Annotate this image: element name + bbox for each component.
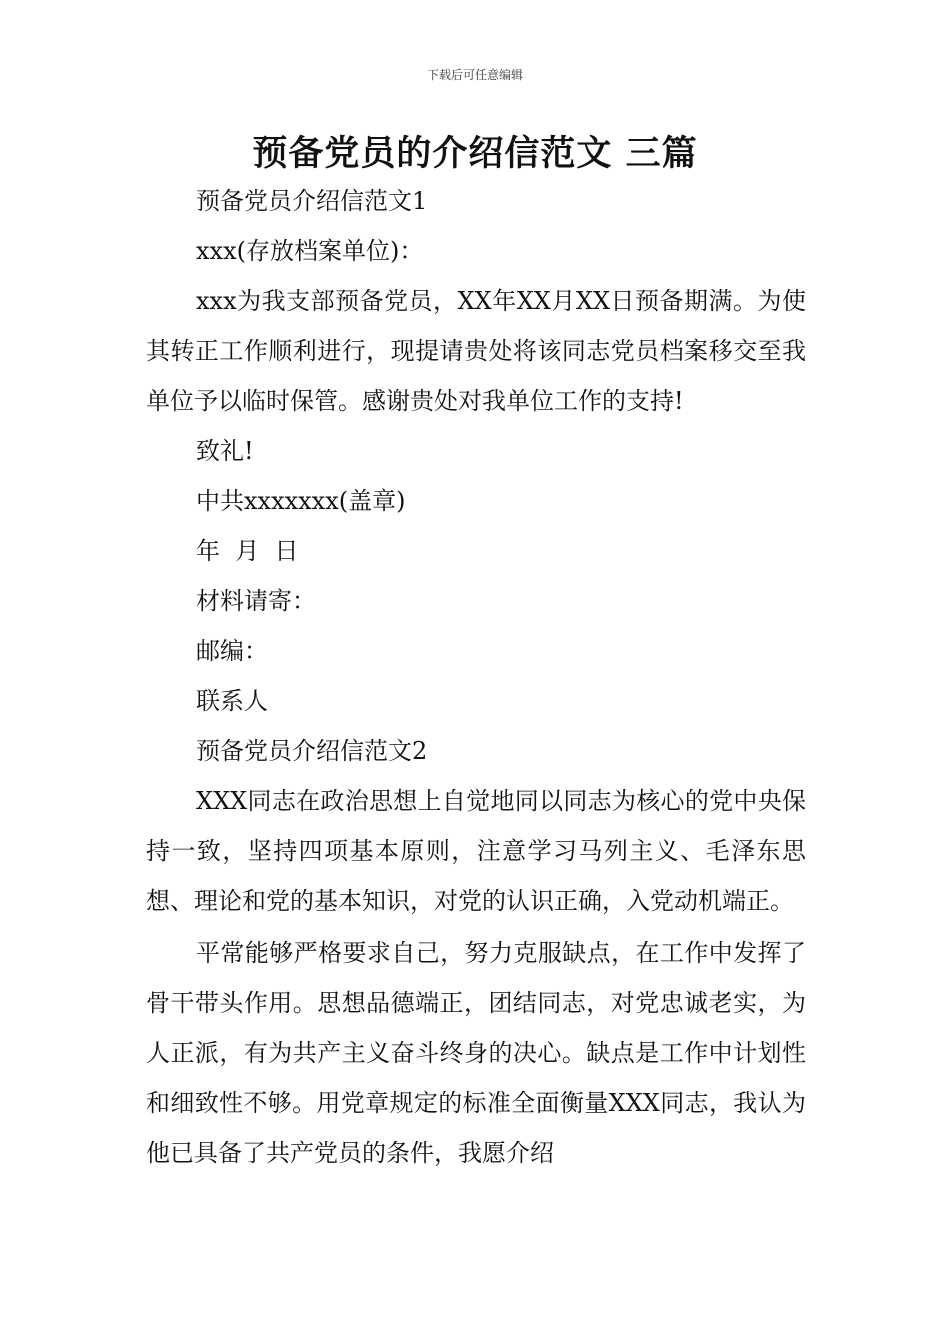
postal-code-label: 邮编： xyxy=(196,637,268,665)
mailing-address-label: 材料请寄： xyxy=(196,587,316,615)
salutation: xxx(存放档案单位)： xyxy=(196,237,424,265)
section-heading-1: 预备党员介绍信范文1 xyxy=(196,187,428,215)
letter-body-paragraph: xxx为我支部预备党员，XX年XX月XX日预备期满。为使其转正工作顺利进行，现提请贵处将该同志党员档案移交至我单位予以临时保管。感谢贵处对我单位工作的支持! xyxy=(146,287,806,415)
closing: 致礼! xyxy=(196,437,254,465)
date-line: 年 月 日 xyxy=(196,537,299,565)
recommendation-paragraph-1: XXX同志在政治思想上自觉地同以同志为核心的党中央保持一致，坚持四项基本原则，注意学习马列主义、毛泽东思想、理论和党的基本知识，对党的认识正确，入党动机端正。 xyxy=(146,787,806,915)
contact-person-label: 联系人 xyxy=(196,687,268,715)
section-heading-2: 预备党员介绍信范文2 xyxy=(196,737,428,765)
signature-organization: 中共xxxxxxx(盖章) xyxy=(196,487,406,515)
document-body xyxy=(146,176,806,1178)
document-title: 预备党员的介绍信范文 三篇 xyxy=(252,134,698,174)
recommendation-paragraph-2: 平常能够严格要求自己，努力克服缺点，在工作中发挥了骨干带头作用。思想品德端正，团结同志，对党忠诚老实，为人正派，有为共产主义奋斗终身的决心。缺点是工作中计划性和细致性不够。用党章规定的标准全面衡量XXX同志，我认为他已具备了共产党员的条件，我愿介绍 xyxy=(146,939,806,1167)
header-note: 下载后可任意编辑 xyxy=(426,68,523,82)
